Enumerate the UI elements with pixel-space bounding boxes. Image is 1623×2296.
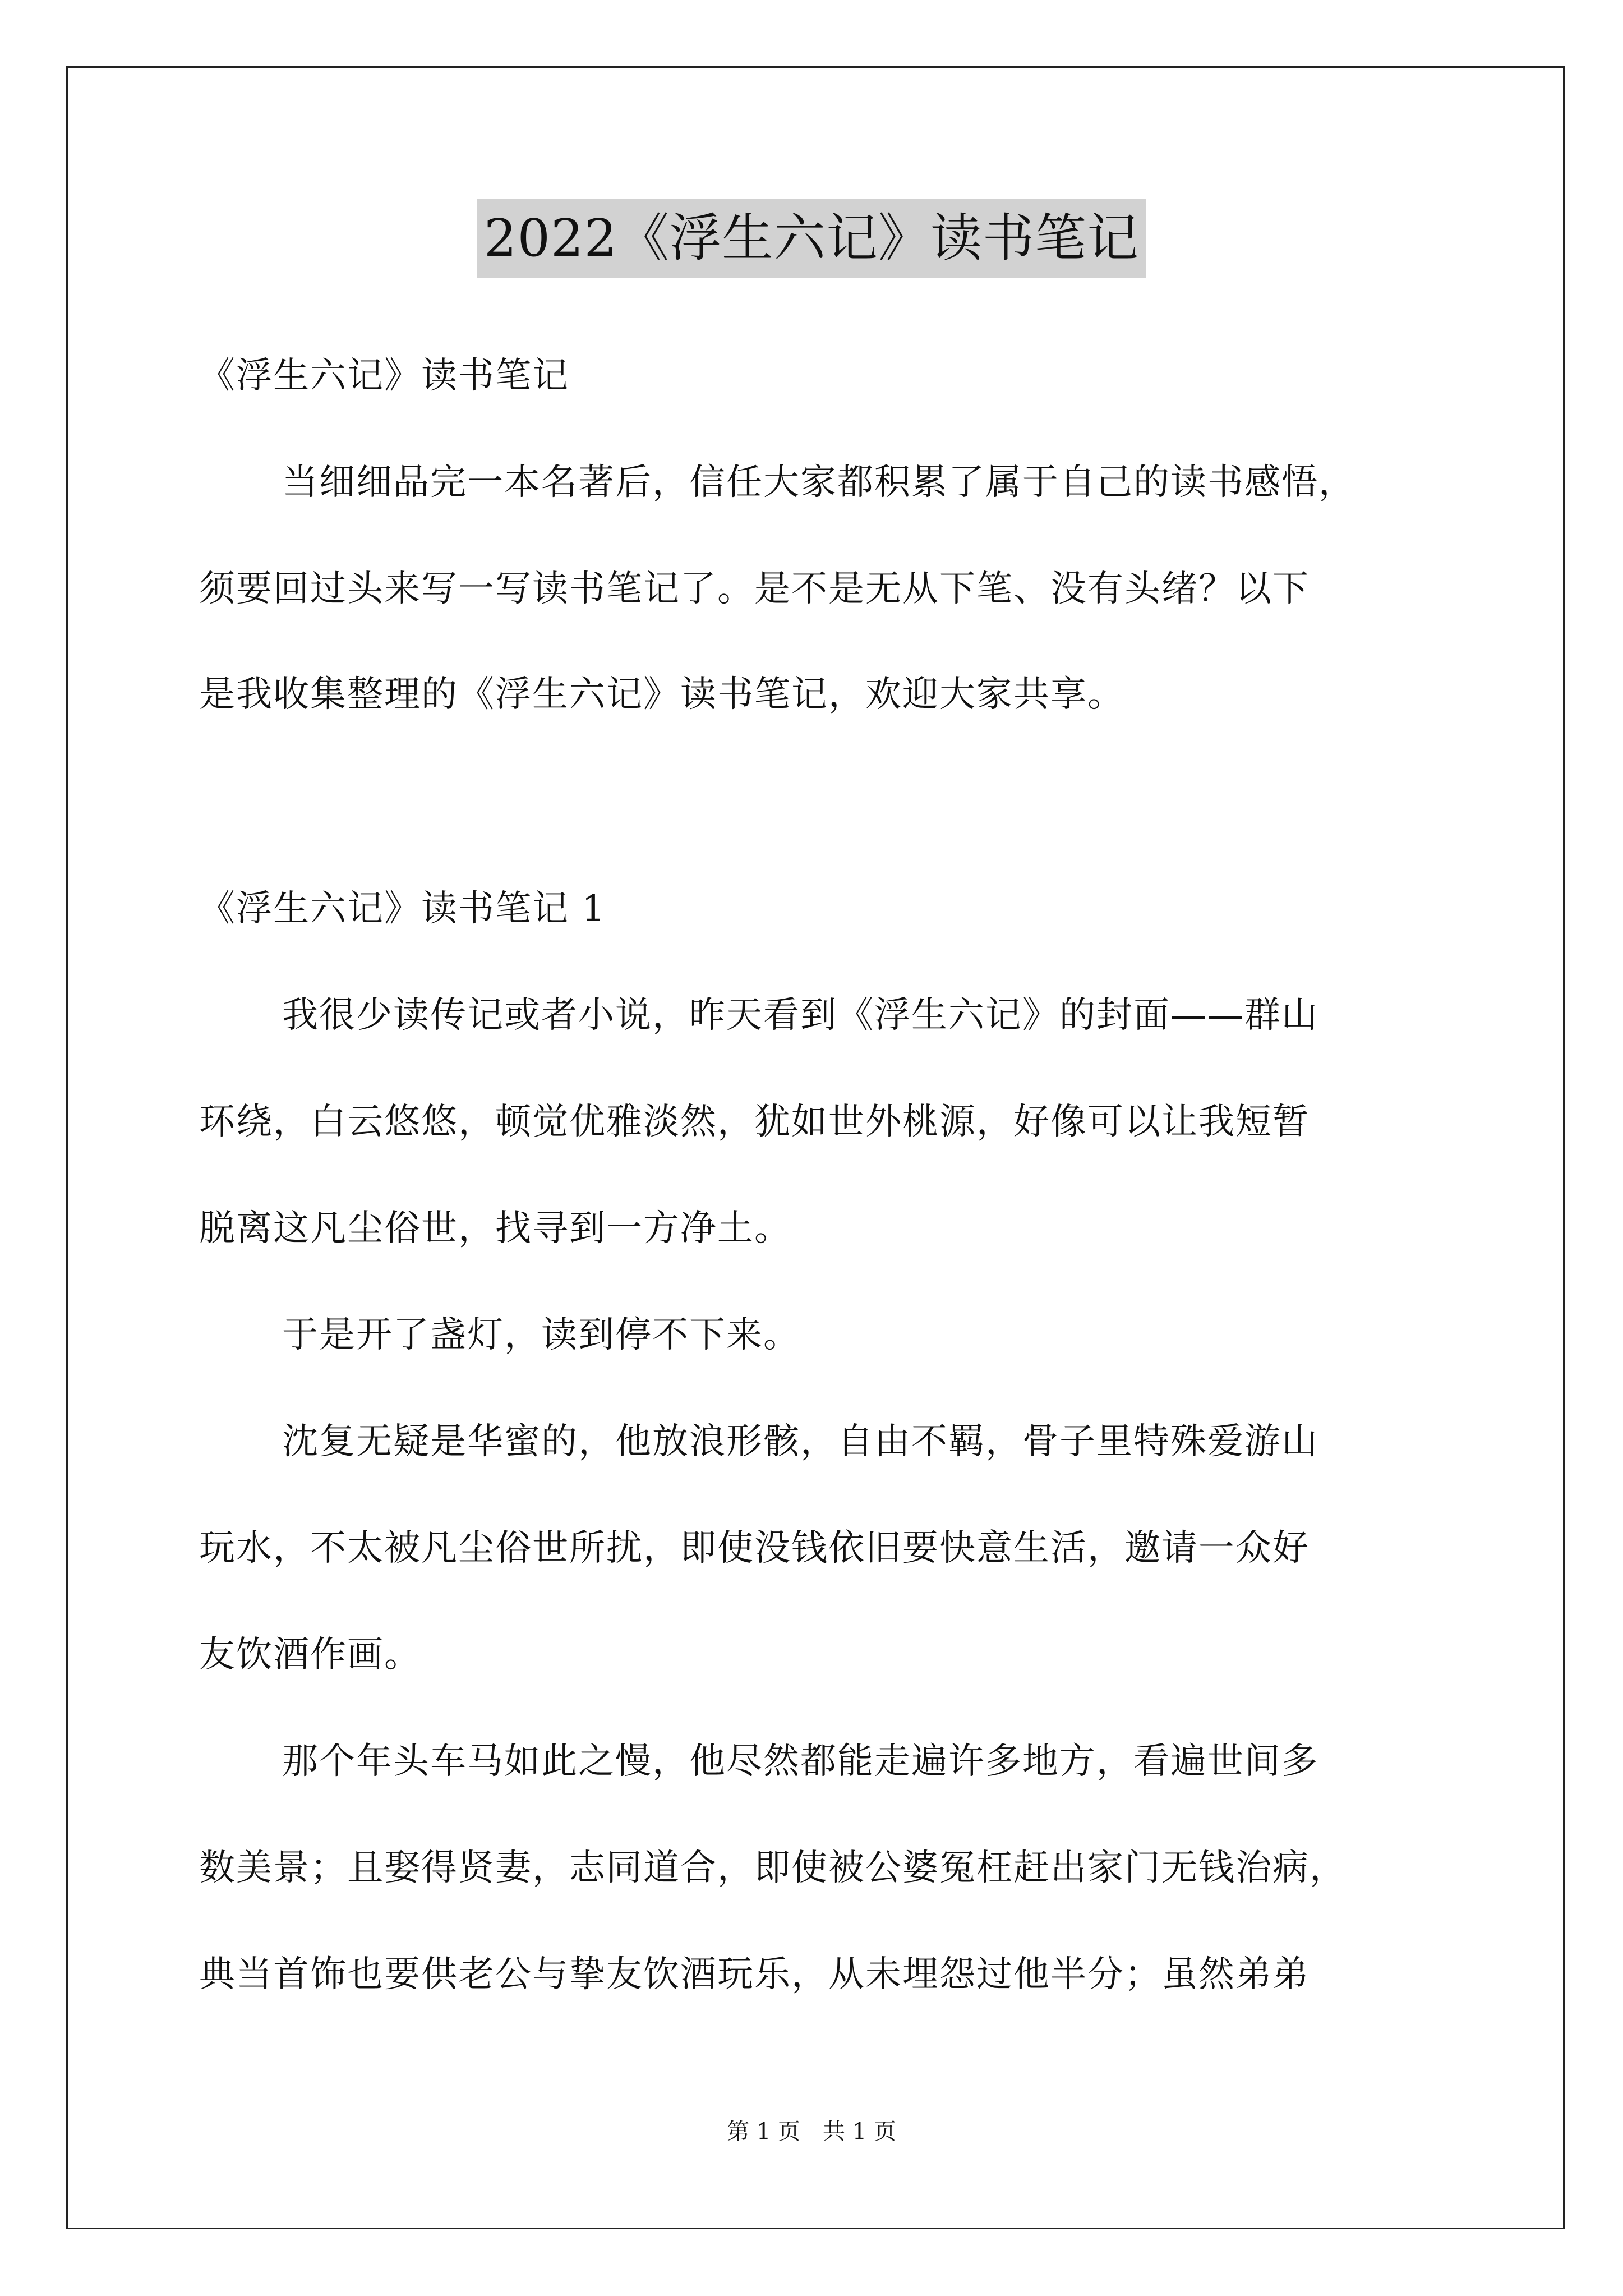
intro-line: 当细细品完一本名著后，信任大家都积累了属于自己的读书感悟， — [282, 462, 1355, 503]
paragraph-line: 于是开了盏灯，读到停不下来。 — [282, 1314, 800, 1356]
page-footer: 第 1 页 共 1 页 — [727, 2119, 896, 2145]
paragraph-line: 友饮酒作画。 — [199, 1634, 421, 1676]
paragraph-line: 玩水，不太被凡尘俗世所扰，即使没钱依旧要快意生活，邀请一众好 — [199, 1527, 1310, 1569]
intro-line: 须要回过头来写一写读书笔记了。是不是无从下笔、没有头绪？以下 — [199, 568, 1310, 610]
paragraph-line: 沈复无疑是华蜜的，他放浪形骸，自由不羁，骨子里特殊爱游山 — [282, 1421, 1318, 1462]
document-title: 2022《浮生六记》读书笔记 — [477, 199, 1146, 278]
paragraph-line: 脱离这凡尘俗世，找寻到一方净土。 — [199, 1208, 791, 1249]
intro-line: 是我收集整理的《浮生六记》读书笔记，欢迎大家共享。 — [199, 674, 1124, 715]
paragraph-line: 典当首饰也要供老公与挚友饮酒玩乐，从未埋怨过他半分；虽然弟弟 — [199, 1954, 1310, 1995]
paragraph-line: 数美景；且娶得贤妻，志同道合，即使被公婆冤枉赶出家门无钱治病， — [199, 1847, 1347, 1889]
paragraph-line: 我很少读传记或者小说，昨天看到《浮生六记》的封面——群山 — [282, 995, 1318, 1036]
paragraph-line: 环绕，白云悠悠，顿觉优雅淡然，犹如世外桃源，好像可以让我短暂 — [199, 1101, 1310, 1143]
title-container — [0, 199, 1623, 278]
section-heading: 《浮生六记》读书笔记 1 — [199, 888, 606, 930]
paragraph-line: 那个年头车马如此之慢，他尽然都能走遍许多地方，看遍世间多 — [282, 1741, 1318, 1782]
subtitle: 《浮生六记》读书笔记 — [199, 355, 569, 397]
